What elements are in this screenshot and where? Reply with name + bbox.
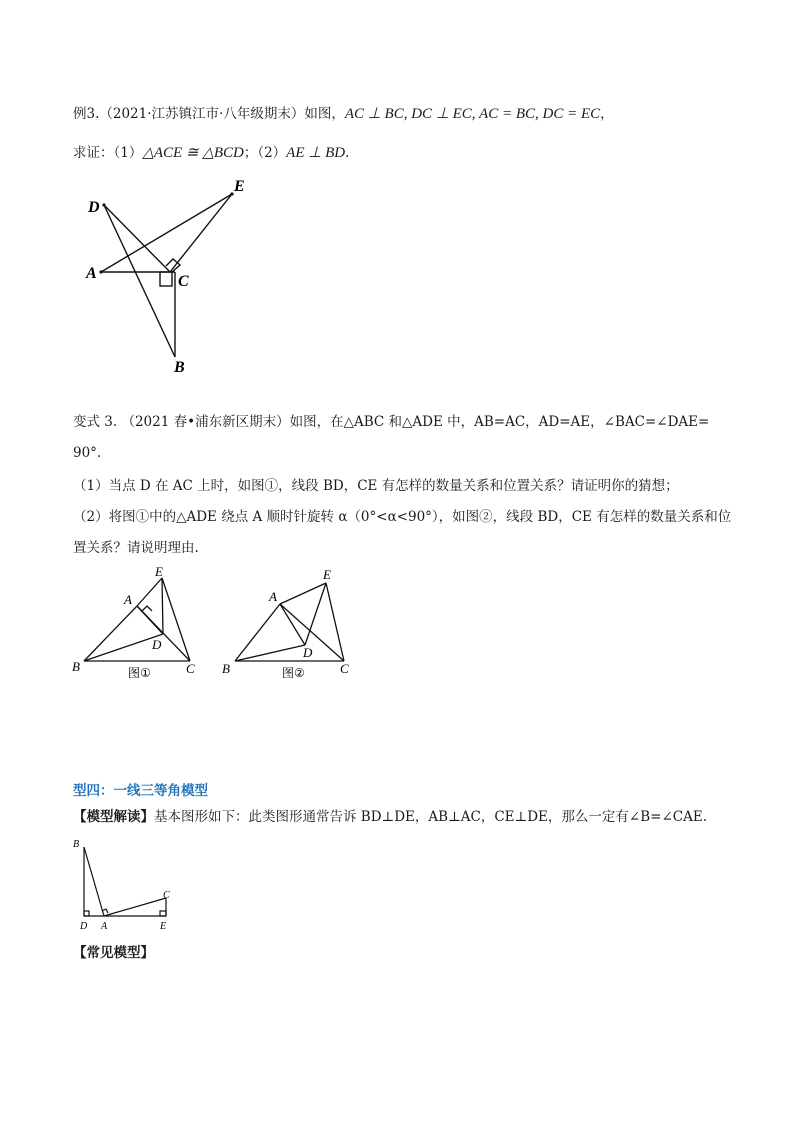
label-E: E	[234, 178, 245, 195]
fig2-right-label-B: B	[222, 661, 230, 676]
example3-line2: 求证：（1）△ACE ≅ △BCD；（2）AE ⊥ BD.	[73, 145, 350, 161]
variant3-line3: （1）当点 D 在 AC 上时，如图①，线段 BD，CE 有怎样的数量关系和位置关系？请证明你的猜想；	[73, 478, 679, 494]
label-A: A	[86, 265, 97, 282]
variant3-line2: 90°.	[73, 445, 102, 461]
model-reading-tag: 【模型解读】	[73, 809, 154, 825]
fig2-left-label-D: D	[152, 637, 162, 652]
example3-prove-2: AE ⊥ BD	[286, 145, 346, 161]
example3-prove-1: △ACE ≅ △BCD	[142, 145, 244, 161]
fig2-left-caption: 图①	[128, 666, 151, 680]
variant3-line5: 置关系？请说明理由.	[73, 540, 199, 556]
label-B: B	[174, 359, 185, 376]
fig2-right-label-A: A	[269, 589, 277, 604]
model-reading-text: 基本图形如下：此类图形通常告诉 BD⊥DE，AB⊥AC，CE⊥DE，那么一定有∠B=∠CAE.	[154, 809, 707, 825]
fig2-left-label-E: E	[155, 564, 163, 579]
fig3-label-A: A	[101, 921, 108, 932]
fig2-right-label-E: E	[323, 567, 331, 582]
fig2-left-label-B: B	[72, 659, 80, 674]
label-D: D	[88, 199, 100, 216]
fig3-label-D: D	[80, 921, 88, 932]
fig2-right-label-C: C	[340, 661, 349, 676]
type4-heading: 型四：一线三等角模型	[73, 783, 208, 799]
example3-condition-math: AC ⊥ BC, DC ⊥ EC, AC = BC, DC = EC	[344, 106, 601, 122]
label-C: C	[178, 273, 189, 290]
common-models-tag: 【常见模型】	[73, 945, 154, 961]
variant3-line4: （2）将图①中的△ADE 绕点 A 顺时针旋转 α（0°<α<90°），如图②，线段 BD，CE 有怎样的数量关系和位	[73, 509, 732, 525]
fig2-right-caption: 图②	[282, 666, 305, 680]
fig3-label-C: C	[163, 890, 170, 901]
fig3-label-B: B	[73, 839, 80, 850]
fig2-right-label-D: D	[303, 645, 313, 660]
fig2-left-label-A: A	[124, 592, 132, 607]
variant3-line1: 变式 3. （2021 春•浦东新区期末）如图，在△ABC 和△ADE 中，AB=AC，AD=AE，∠BAC=∠DAE=	[73, 414, 710, 430]
example3-line1: 例3.（2021·江苏镇江市·八年级期末）如图，AC ⊥ BC, DC ⊥ EC, AC = BC, DC = EC，	[73, 106, 614, 122]
fig2-left-label-C: C	[186, 661, 195, 676]
fig3-label-E: E	[160, 921, 167, 932]
